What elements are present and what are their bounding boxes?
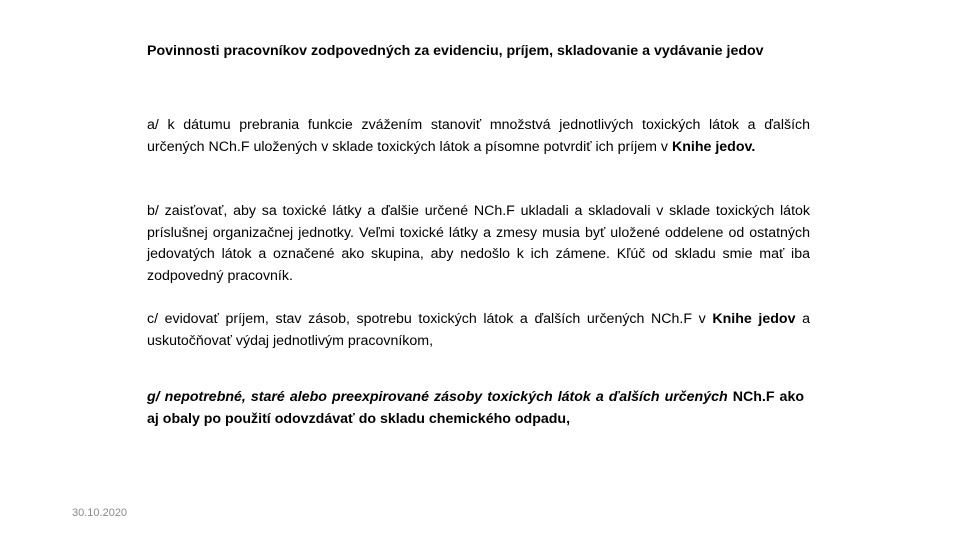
paragraph-a-text: a/ k dátumu prebrania funkcie zvážením stanoviť množstvá jednotlivých toxických látok a ďalších určených NCh.F uložených v sklade toxických látok a písomne potvrdiť ich príjem v: [147, 117, 810, 155]
paragraph-a-bold: Knihe jedov: [671, 138, 752, 155]
paragraph-a: [147, 115, 810, 158]
slide-title: Povinnosti pracovníkov zodpovedných za evidenciu, príjem, skladovanie a vydávanie jedov: [147, 43, 764, 59]
footer-date: 30.10.2020: [72, 507, 128, 519]
paragraph-g-upright: NCh.F ako aj obaly po použití odovzdávať do skladu chemického odpadu,: [147, 389, 804, 427]
paragraph-a-end: .: [751, 138, 756, 155]
paragraph-c-text: c/ evidovať príjem, stav zásob, spotrebu toxických látok a ďalších určených NCh.F v: [147, 311, 713, 327]
paragraph-g-italic: g/ nepotrebné, staré alebo preexpirované zásoby toxických látok a ďalších určených: [147, 389, 728, 405]
paragraph-c: [147, 309, 810, 352]
paragraph-b: b/ zaisťovať, aby sa toxické látky a ďalšie určené NCh.F ukladali a skladovali v sklade toxických látok príslušnej organizačnej jednotky. Veľmi toxické látky a zmesy musia byť uložené oddelene od ostatných jedovatých látok a označené ako skupina, aby nedošlo k ich zámene. Kľúč od skladu smie mať iba zodpovedný pracovník.: [147, 203, 810, 284]
paragraph-c-bold: Knihe jedov: [712, 311, 796, 327]
paragraph-c-end: a uskutočňovať výdaj jednotlivým pracovníkom,: [147, 311, 810, 349]
paragraph-g: [147, 387, 804, 430]
